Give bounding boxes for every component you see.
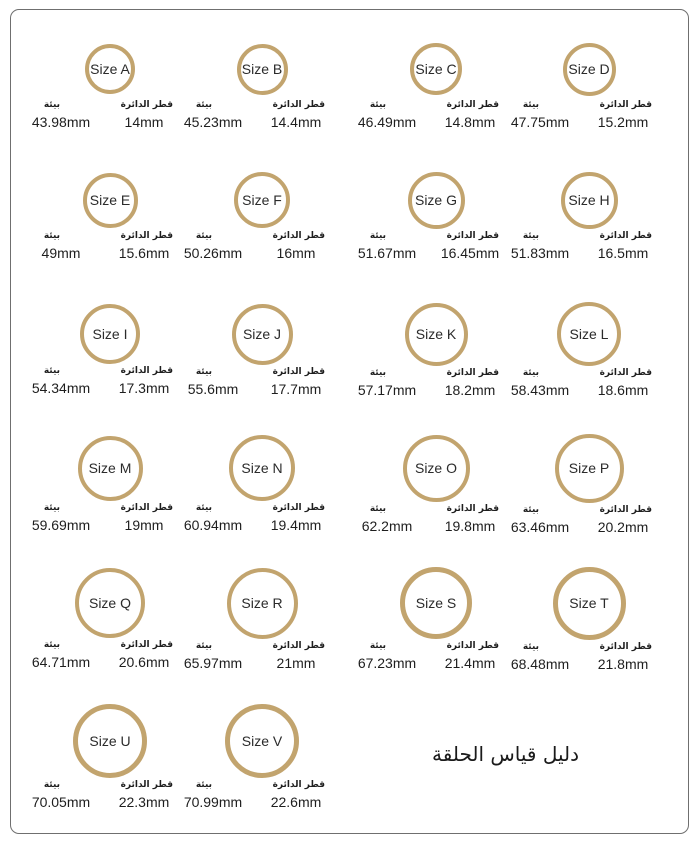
size-label: Size T (569, 595, 609, 611)
ring-circle (229, 435, 295, 501)
circumference-label: بيئة (369, 367, 386, 378)
ring-circle (73, 704, 147, 778)
circumference-value: 55.6mm (187, 380, 239, 397)
ring-circle (405, 303, 468, 366)
diameter-label: قطر الدائرة (272, 366, 325, 377)
circumference-value: 46.49mm (357, 114, 417, 130)
circumference-label: بيئة (369, 100, 386, 110)
diameter-value: 21.4mm (444, 655, 496, 671)
ring-size-card (357, 294, 506, 404)
diameter-label: قطر الدائرة (120, 366, 173, 376)
ring-circle (227, 568, 298, 639)
ring-circle (80, 304, 140, 364)
size-label: Size B (241, 61, 283, 77)
size-label: Size K (415, 326, 457, 342)
circumference-value: 68.48mm (510, 655, 570, 672)
ring-circle (403, 435, 470, 502)
circumference-label: بيئة (522, 641, 539, 652)
ring-circle (555, 434, 624, 503)
diameter-label: قطر الدائرة (120, 780, 173, 790)
circumference-value: 45.23mm (183, 114, 243, 130)
ring-size-card (510, 428, 659, 538)
circumference-label: بيئة (522, 368, 539, 378)
ring-size-card (31, 701, 180, 811)
size-label: Size H (568, 192, 610, 208)
size-label: Size V (241, 733, 283, 749)
ring-size-card (183, 160, 332, 270)
diameter-label: قطر الدائرة (272, 780, 325, 790)
diameter-label: قطر الدائرة (272, 503, 325, 513)
ring-circle (234, 172, 290, 228)
ring-size-card (510, 160, 659, 270)
diameter-value: 17.7mm (270, 380, 322, 397)
page-title: دليل قياس الحلقة (432, 742, 580, 766)
circumference-value: 64.71mm (31, 654, 91, 670)
diameter-label: قطر الدائرة (446, 100, 499, 110)
diameter-value: 14.4mm (270, 114, 322, 130)
circumference-value: 60.94mm (183, 517, 243, 533)
size-label: Size R (241, 595, 283, 611)
circumference-value: 67.23mm (357, 655, 417, 671)
size-label: Size O (414, 460, 457, 476)
circumference-value: 58.43mm (510, 382, 570, 398)
size-label: Size G (414, 192, 457, 208)
ring-size-card (357, 563, 506, 673)
diameter-label: قطر الدائرة (446, 503, 499, 514)
diameter-label: قطر الدائرة (120, 502, 173, 513)
diameter-value: 16mm (276, 245, 316, 261)
diameter-value: 16.5mm (597, 245, 649, 261)
diameter-value: 17.3mm (118, 380, 170, 396)
circumference-value: 51.83mm (510, 245, 570, 261)
diameter-label: قطر الدائرة (120, 640, 173, 650)
circumference-value: 51.67mm (357, 245, 417, 261)
ring-size-card (357, 160, 506, 270)
diameter-label: قطر الدائرة (599, 100, 652, 110)
diameter-label: قطر الدائرة (446, 231, 499, 241)
diameter-value: 19.4mm (270, 517, 322, 533)
ring-circle (553, 567, 626, 640)
ring-size-card (357, 29, 506, 139)
ring-circle (561, 172, 618, 229)
circumference-value: 59.69mm (31, 516, 91, 533)
ring-size-card (31, 563, 180, 673)
size-label: Size Q (88, 595, 131, 611)
ring-size-card (31, 428, 180, 538)
ring-circle (225, 704, 299, 778)
circumference-label: بيئة (43, 640, 60, 650)
diameter-value: 15.2mm (597, 114, 649, 130)
ring-size-card (31, 29, 180, 139)
circumference-label: بيئة (369, 641, 386, 651)
ring-circle (78, 436, 143, 501)
circumference-label: بيئة (43, 366, 60, 376)
ring-circle (83, 173, 138, 228)
size-label: Size U (89, 733, 131, 749)
circumference-label: بيئة (522, 100, 539, 110)
circumference-label: بيئة (43, 100, 60, 110)
diameter-value: 14.8mm (444, 114, 496, 130)
diameter-value: 14mm (124, 114, 164, 130)
diameter-label: قطر الدائرة (120, 231, 173, 241)
diameter-value: 22.3mm (118, 794, 170, 810)
diameter-value: 18.6mm (597, 382, 649, 398)
diameter-label: قطر الدائرة (599, 368, 652, 378)
circumference-label: بيئة (195, 100, 212, 110)
circumference-label: بيئة (522, 504, 539, 515)
ring-size-card (31, 294, 180, 404)
circumference-value: 63.46mm (510, 518, 570, 535)
diameter-label: قطر الدائرة (599, 504, 652, 515)
ring-circle (232, 304, 293, 365)
circumference-label: بيئة (522, 231, 539, 241)
circumference-value: 49mm (41, 245, 81, 261)
ring-circle (557, 302, 621, 366)
ring-circle (410, 43, 462, 95)
diameter-value: 19mm (124, 516, 164, 533)
size-label: Size E (89, 192, 131, 208)
diameter-value: 19.8mm (444, 517, 496, 534)
size-label: Size C (415, 61, 457, 77)
ring-circle (408, 172, 465, 229)
diameter-label: قطر الدائرة (120, 100, 173, 110)
ring-size-card (183, 701, 332, 811)
circumference-label: بيئة (195, 640, 212, 651)
ring-size-card (40, 160, 180, 270)
circumference-value: 47.75mm (510, 114, 570, 130)
ring-size-card (183, 29, 332, 139)
size-label: Size D (568, 61, 610, 77)
ring-circle (563, 43, 616, 96)
size-label: Size N (241, 460, 283, 476)
circumference-value: 54.34mm (31, 380, 91, 396)
ring-size-card (361, 428, 506, 538)
ring-circle (237, 44, 288, 95)
diameter-label: قطر الدائرة (272, 640, 325, 651)
circumference-label: بيئة (369, 503, 386, 514)
circumference-label: بيئة (369, 231, 386, 241)
size-label: Size L (569, 326, 609, 342)
ring-size-card (510, 29, 659, 139)
circumference-label: بيئة (195, 780, 212, 790)
circumference-value: 70.99mm (183, 794, 243, 810)
diameter-value: 22.6mm (270, 794, 322, 810)
circumference-value: 43.98mm (31, 114, 91, 130)
circumference-label: بيئة (195, 366, 212, 377)
ring-circle (75, 568, 145, 638)
circumference-label: بيئة (195, 231, 212, 241)
ring-size-card (183, 428, 332, 538)
ring-size-card (187, 294, 332, 404)
diameter-label: قطر الدائرة (599, 231, 652, 241)
circumference-label: بيئة (43, 502, 60, 513)
diameter-label: قطر الدائرة (272, 231, 325, 241)
circumference-label: بيئة (43, 780, 60, 790)
ring-size-card (510, 294, 659, 404)
diameter-label: قطر الدائرة (446, 367, 499, 378)
ring-circle (400, 567, 472, 639)
diameter-value: 20.6mm (118, 654, 170, 670)
circumference-value: 70.05mm (31, 794, 91, 810)
size-label: Size M (88, 460, 132, 476)
ring-size-card (183, 563, 332, 673)
circumference-value: 65.97mm (183, 654, 243, 671)
diameter-value: 18.2mm (444, 381, 496, 398)
circumference-value: 50.26mm (183, 245, 243, 261)
size-label: Size J (242, 326, 282, 342)
size-label: Size P (568, 460, 610, 476)
diameter-value: 20.2mm (597, 518, 649, 535)
circumference-value: 62.2mm (361, 517, 413, 534)
ring-circle (85, 44, 135, 94)
size-label: Size F (242, 192, 282, 208)
diameter-value: 15.6mm (118, 245, 170, 261)
circumference-label: بيئة (195, 503, 212, 513)
ring-size-card (510, 563, 659, 673)
diameter-label: قطر الدائرة (272, 100, 325, 110)
diameter-label: قطر الدائرة (446, 641, 499, 651)
size-label: Size A (90, 61, 130, 77)
diameter-value: 21.8mm (597, 655, 649, 672)
diameter-value: 21mm (276, 654, 316, 671)
circumference-label: بيئة (43, 231, 60, 241)
circumference-value: 57.17mm (357, 381, 417, 398)
size-label: Size S (415, 595, 457, 611)
size-label: Size I (92, 326, 128, 342)
diameter-value: 16.45mm (440, 245, 500, 261)
diameter-label: قطر الدائرة (599, 641, 652, 652)
